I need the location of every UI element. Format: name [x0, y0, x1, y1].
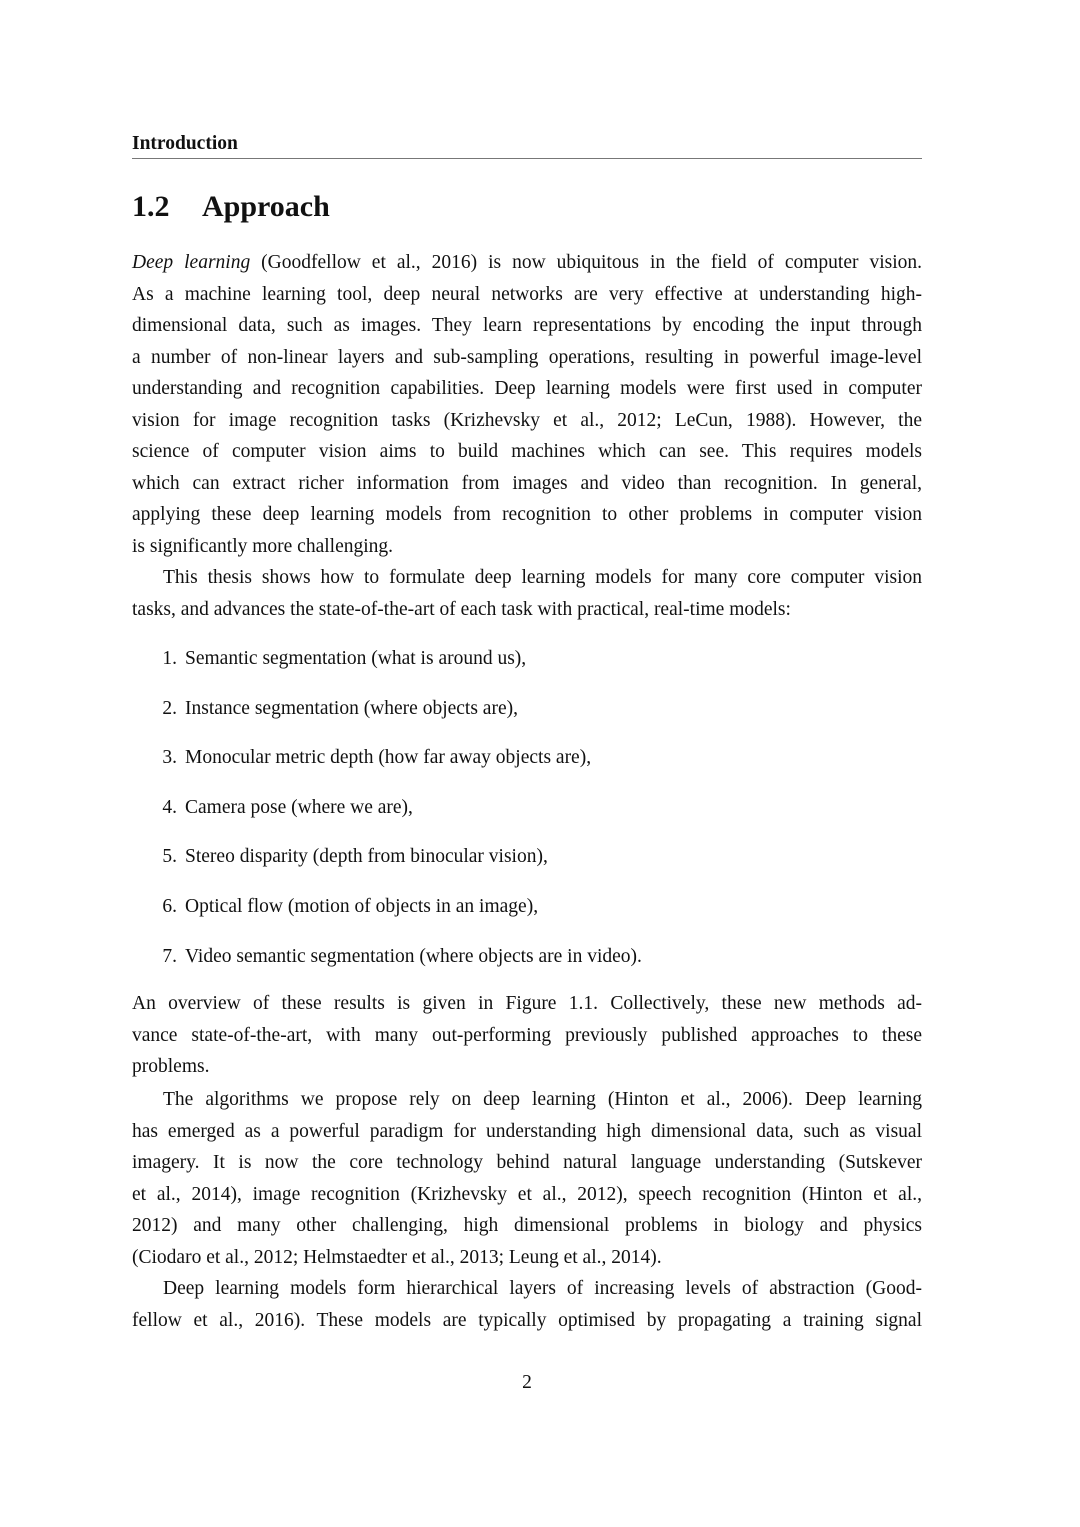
text-line	[132, 405, 922, 437]
list-text: Stereo disparity (depth from binocular vision),	[185, 846, 548, 868]
section-title: Approach	[202, 190, 330, 223]
paragraph	[132, 562, 922, 625]
text-line	[132, 468, 922, 500]
list-text: Monocular metric depth (how far away objects are),	[185, 747, 592, 769]
line-text: has emerged as a powerful paradigm for understanding high dimensional data, such as visual	[132, 1120, 922, 1142]
text-line	[132, 562, 922, 594]
text-line	[132, 373, 922, 405]
list-item	[132, 841, 922, 891]
list-item	[132, 742, 922, 792]
list-number: 5.	[162, 846, 177, 868]
line-text: (Goodfellow et al., 2016) is now ubiquitous in the field of computer vision.	[250, 252, 922, 273]
list-text: Semantic segmentation (what is around us),	[185, 648, 527, 669]
text-line	[132, 310, 922, 342]
running-head: Introduction	[132, 133, 238, 154]
text-line	[132, 1147, 922, 1179]
text-line	[132, 594, 922, 626]
line-text: et al., 2014), image recognition (Krizhevsky et al., 2012), speech recognition (Hinton et al.,	[132, 1183, 922, 1205]
text-line	[132, 499, 922, 531]
text-line	[132, 1210, 922, 1242]
text-line	[132, 247, 922, 279]
list-text: Video semantic segmentation (where objects are in video).	[185, 945, 642, 967]
text-line	[132, 988, 922, 1020]
text-line	[132, 1179, 922, 1211]
list-number: 1.	[162, 648, 177, 669]
text-line	[132, 1084, 922, 1116]
list-item	[132, 941, 922, 991]
list-text: Instance segmentation (where objects are),	[185, 697, 518, 719]
list-number: 4.	[162, 796, 177, 818]
line-text: dimensional data, such as images. They learn representations by encoding the input through	[132, 315, 922, 336]
list-item	[132, 792, 922, 842]
text-line	[132, 1305, 922, 1337]
line-text: applying these deep learning models from recognition to other problems in computer vision	[132, 504, 922, 525]
paragraph	[132, 988, 922, 1083]
line-text: vance state-of-the-art, with many out-performing previously published approaches to these	[132, 1024, 922, 1046]
text-line	[132, 1051, 922, 1083]
list-number: 6.	[162, 895, 177, 917]
section-heading	[132, 188, 922, 226]
text-line	[132, 436, 922, 468]
list-item	[132, 643, 922, 693]
line-text: problems.	[132, 1056, 210, 1077]
list-number: 2.	[162, 697, 177, 719]
line-text: understanding and recognition capabilities. Deep learning models were first used in computer	[132, 378, 922, 399]
line-text: fellow et al., 2016). These models are typically optimised by propagating a training signal	[132, 1309, 922, 1331]
list-number: 3.	[162, 747, 177, 769]
line-text: science of computer vision aims to build machines which can see. This requires models	[132, 441, 922, 462]
paragraph	[132, 1084, 922, 1273]
line-text: (Ciodaro et al., 2012; Helmstaedter et al., 2013; Leung et al., 2014).	[132, 1246, 662, 1268]
list-text: Optical flow (motion of objects in an image),	[185, 895, 539, 917]
line-text: tasks, and advances the state-of-the-art of each task with practical, real-time models:	[132, 598, 791, 620]
line-text: Deep learning models form hierarchical layers of increasing levels of abstraction (Good-	[163, 1278, 922, 1299]
text-line	[132, 531, 922, 563]
text-line	[132, 1020, 922, 1052]
line-text: which can extract richer information from images and video than recognition. In general,	[132, 472, 922, 494]
list-item	[132, 693, 922, 743]
emphasized-term: Deep learning	[132, 252, 251, 273]
line-text: 2012) and many other challenging, high dimensional problems in biology and physics	[132, 1215, 922, 1236]
text-line	[132, 342, 922, 374]
line-text: As a machine learning tool, deep neural networks are very effective at understanding high-	[132, 283, 922, 305]
text-line	[132, 1116, 922, 1148]
header-rule	[132, 158, 922, 159]
paragraph	[132, 247, 922, 562]
line-text: imagery. It is now the core technology behind natural language understanding (Sutskever	[132, 1152, 922, 1173]
line-text: vision for image recognition tasks (Krizhevsky et al., 2012; LeCun, 1988). However, the	[132, 409, 922, 431]
line-text: is significantly more challenging.	[132, 535, 394, 557]
list-number: 7.	[162, 945, 177, 967]
line-text: The algorithms we propose rely on deep learning (Hinton et al., 2006). Deep learning	[163, 1089, 922, 1110]
list-text: Camera pose (where we are),	[185, 796, 413, 818]
text-line	[132, 1242, 922, 1274]
paragraph	[132, 1273, 922, 1336]
line-text: An overview of these results is given in Figure 1.1. Collectively, these new methods ad-	[132, 993, 922, 1014]
text-line	[132, 279, 922, 311]
numbered-list	[132, 643, 922, 990]
text-line	[132, 1273, 922, 1305]
list-item	[132, 891, 922, 941]
line-text: This thesis shows how to formulate deep learning models for many core computer vision	[163, 567, 922, 588]
line-text: a number of non-linear layers and sub-sampling operations, resulting in powerful image-level	[132, 346, 922, 368]
section-number: 1.2	[132, 190, 170, 223]
page-number: 2	[522, 1372, 532, 1393]
